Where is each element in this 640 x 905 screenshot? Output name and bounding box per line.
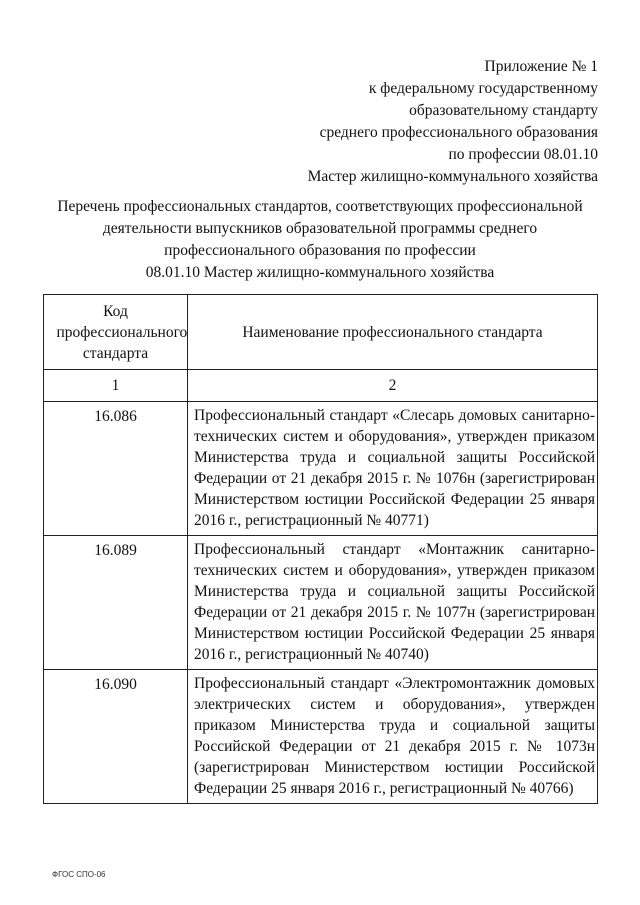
standard-name: Профессиональный стандарт «Монтажник санитарно-технических систем и оборудования», утвержден приказом Министерства труда и социальной защиты Российской Федерации от 21 декабря 2015 г. № 1077н (зарегистрирован Министерством юстиции Российской Федерации 25 января 2016 г., регистрационный № 40740) (188, 536, 598, 670)
standard-code: 16.089 (44, 536, 188, 670)
title-line: профессионального образования по профессии (164, 242, 476, 259)
title-line: 08.01.10 Мастер жилищно-коммунального хозяйства (145, 264, 495, 281)
appendix-line: образовательному стандарту (409, 102, 598, 119)
header-name: Наименование профессионального стандарта (188, 295, 598, 370)
column-number-row (44, 370, 598, 402)
standard-code: 16.090 (44, 670, 188, 804)
column-number: 2 (188, 370, 598, 402)
standard-name: Профессиональный стандарт «Слесарь домовых санитарно-технических систем и оборудования», утвержден приказом Министерства труда и социальной защиты Российской Федерации от 21 декабря 2015 г. № 1076н (зарегистрирован Министерством юстиции Российской Федерации 25 января 2016 г., регистрационный № 40771) (188, 402, 598, 536)
table-row (44, 402, 598, 536)
footer-label: ФГОС СПО-06 (52, 870, 106, 879)
appendix-line: Приложение № 1 (484, 58, 598, 75)
table-row (44, 536, 598, 670)
appendix-line: к федеральному государственному (368, 80, 598, 97)
appendix-line: Мастер жилищно-коммунального хозяйства (307, 168, 598, 185)
standards-table (43, 294, 598, 804)
document-title (40, 196, 600, 284)
column-number: 1 (44, 370, 188, 402)
table-header-row (44, 295, 598, 370)
appendix-header (308, 56, 598, 188)
title-line: деятельности выпускников образовательной программы среднего (102, 220, 538, 237)
table-row (44, 670, 598, 804)
appendix-line: среднего профессионального образования (319, 124, 598, 141)
appendix-line: по профессии 08.01.10 (448, 146, 598, 163)
standard-code: 16.086 (44, 402, 188, 536)
header-code-text: Код профессионального стандарта (56, 302, 188, 362)
header-code (44, 295, 188, 370)
standard-name: Профессиональный стандарт «Электромонтажник домовых электрических систем и оборудования», утвержден приказом Министерства труда и социальной защиты Российской Федерации от 21 декабря 2015 г. № 1073н (зарегистрирован Министерством юстиции Российской Федерации 25 января 2016 г., регистрационный № 40766) (188, 670, 598, 804)
title-line: Перечень профессиональных стандартов, соответствующих профессиональной (57, 198, 583, 215)
